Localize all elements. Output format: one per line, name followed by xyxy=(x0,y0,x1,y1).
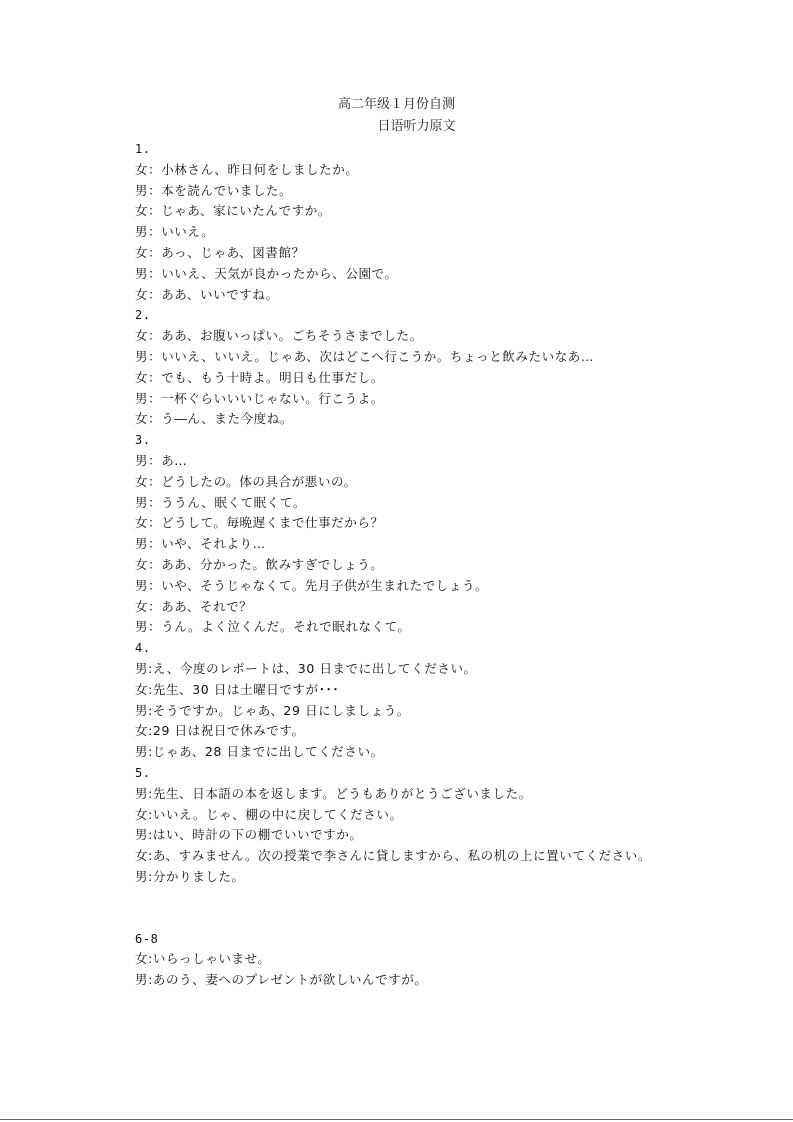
speaker-label: 女: xyxy=(135,681,153,697)
speaker-label: 男： xyxy=(135,577,162,593)
dialogue-text: うん。よく泣くんだ。それで眠れなくて。 xyxy=(161,619,411,635)
dialogue-text: 分かりました。 xyxy=(152,868,245,884)
dialogue-line xyxy=(135,368,755,389)
speaker-label: 女： xyxy=(135,473,162,489)
dialogue-text: そうですか。じゃあ、29 日にしましょう。 xyxy=(152,702,410,718)
speaker-label: 女： xyxy=(135,203,162,219)
dialogue-line xyxy=(135,389,755,410)
dialogue-text: はい、時計の下の棚でいいですか。 xyxy=(152,827,363,843)
dialogue-text: 小林さん、昨日何をしましたか。 xyxy=(161,161,359,177)
dialogue-line xyxy=(135,867,755,888)
dialogue-line xyxy=(135,680,755,701)
speaker-label: 男： xyxy=(135,536,162,552)
dialogue-line xyxy=(135,493,755,514)
dialogue-line xyxy=(135,784,755,805)
dialogue-text: 29 日は祝日で休みです。 xyxy=(152,723,305,739)
dialogue-line xyxy=(135,409,755,430)
dialogue-text: いや、それより… xyxy=(161,536,266,552)
dialogue-text: あ… xyxy=(161,452,188,468)
section-number: 6-8 xyxy=(135,931,159,946)
section-number: 3. xyxy=(135,433,151,448)
speaker-label: 男： xyxy=(135,348,162,364)
dialogue-text: あっ、じゃあ、図書館？ xyxy=(161,244,305,260)
speaker-label: 男： xyxy=(135,619,162,635)
dialogue-line xyxy=(135,949,755,970)
dialogue-line xyxy=(135,970,755,991)
speaker-label: 男: xyxy=(135,660,153,676)
dialogue-text: ああ、お腹いっぱい。ごちそうさまでした。 xyxy=(161,328,423,344)
section-number: 1. xyxy=(135,142,151,156)
dialogue-line xyxy=(135,243,755,264)
dialogue-text: ううん、眠くて眠くて。 xyxy=(161,494,306,510)
speaker-label: 女： xyxy=(135,286,162,302)
dialogue-text: どうして。毎晩遅くまで仕事だから？ xyxy=(161,515,384,531)
speaker-label: 男: xyxy=(135,972,153,988)
speaker-label: 男: xyxy=(135,744,153,760)
dialogue-line xyxy=(135,160,755,181)
dialogue-line xyxy=(135,285,755,306)
section-number: 2. xyxy=(135,308,151,323)
speaker-label: 女: xyxy=(135,951,153,967)
dialogue-line xyxy=(135,825,755,846)
dialogue-text: あ、すみません。次の授業で李さんに貸しますから、私の机の上に置いてください。 xyxy=(152,848,651,864)
speaker-label: 女： xyxy=(135,328,162,344)
dialogue-line xyxy=(135,597,755,618)
transcript-body xyxy=(135,139,755,991)
dialogue-text: ああ、分かった。飲みすぎでしょう。 xyxy=(161,556,384,572)
speaker-label: 女: xyxy=(135,848,153,864)
dialogue-text: いいえ。 xyxy=(161,224,215,240)
speaker-label: 女： xyxy=(135,556,162,572)
dialogue-line xyxy=(135,555,755,576)
speaker-label: 女: xyxy=(135,723,153,739)
dialogue-line xyxy=(135,534,755,555)
speaker-label: 女: xyxy=(135,806,153,822)
dialogue-text: あのう、妻へのプレゼントが欲しいんですが。 xyxy=(152,972,428,988)
page-bottom-rule xyxy=(0,1119,793,1120)
dialogue-text: いいえ、天気が良かったから、公園で。 xyxy=(161,265,398,281)
dialogue-text: う―ん、また今度ね。 xyxy=(161,411,293,427)
dialogue-line xyxy=(135,222,755,243)
dialogue-line xyxy=(135,659,755,680)
speaker-label: 男： xyxy=(135,182,162,198)
speaker-label: 男： xyxy=(135,390,162,406)
dialogue-text: いいえ。じゃ、棚の中に戻してください。 xyxy=(152,806,403,822)
dialogue-line xyxy=(135,472,755,493)
dialogue-line xyxy=(135,805,755,826)
dialogue-line xyxy=(135,201,755,222)
dialogue-text: 先生、日本語の本を返します。どうもありがとうございました。 xyxy=(152,785,532,801)
dialogue-text: 一杯ぐらいいいじゃない。行こうよ。 xyxy=(161,390,384,406)
dialogue-text: じゃあ、家にいたんですか。 xyxy=(161,203,332,219)
speaker-label: 女： xyxy=(135,244,162,260)
dialogue-text: ああ、いいですね。 xyxy=(161,286,279,302)
dialogue-text: 本を読んでいました。 xyxy=(161,182,293,198)
dialogue-line xyxy=(135,617,755,638)
document-subtitle: 日语听力原文 xyxy=(377,119,456,134)
speaker-label: 男： xyxy=(135,452,162,468)
dialogue-text: え、今度のレポートは、30 日までに出してください。 xyxy=(152,660,477,676)
dialogue-text: いらっしゃいませ。 xyxy=(152,951,271,967)
dialogue-line xyxy=(135,576,755,597)
dialogue-line xyxy=(135,347,755,368)
document-title: 高二年级１月份自测 xyxy=(337,97,455,112)
dialogue-line xyxy=(135,701,755,722)
speaker-label: 女： xyxy=(135,369,162,385)
dialogue-text: ああ、それで？ xyxy=(161,598,253,614)
speaker-label: 男： xyxy=(135,265,162,281)
dialogue-line xyxy=(135,451,755,472)
section-gap xyxy=(135,888,755,929)
dialogue-line xyxy=(135,264,755,285)
dialogue-line xyxy=(135,846,755,867)
dialogue-text: でも、もう十時よ。明日も仕事だし。 xyxy=(161,369,384,385)
speaker-label: 男: xyxy=(135,868,153,884)
section-number: 5. xyxy=(135,765,151,780)
dialogue-text: 先生、30 日は土曜日ですが･･･ xyxy=(152,681,340,697)
dialogue-text: いいえ、いいえ。じゃあ、次はどこへ行こうか。ちょっと飲みたいなあ… xyxy=(161,348,595,364)
speaker-label: 男: xyxy=(135,827,153,843)
speaker-label: 男： xyxy=(135,494,162,510)
dialogue-line xyxy=(135,513,755,534)
section-number: 4. xyxy=(135,641,151,656)
speaker-label: 女： xyxy=(135,161,162,177)
speaker-label: 男: xyxy=(135,702,153,718)
speaker-label: 男: xyxy=(135,785,153,801)
dialogue-line xyxy=(135,721,755,742)
dialogue-line xyxy=(135,181,755,202)
speaker-label: 女： xyxy=(135,411,162,427)
speaker-label: 男： xyxy=(135,224,162,240)
dialogue-line xyxy=(135,742,755,763)
dialogue-line xyxy=(135,326,755,347)
dialogue-text: じゃあ、28 日までに出してください。 xyxy=(152,744,384,760)
dialogue-text: いや、そうじゃなくて。先月子供が生まれたでしょう。 xyxy=(161,577,489,593)
speaker-label: 女： xyxy=(135,515,162,531)
dialogue-text: どうしたの。体の具合が悪いの。 xyxy=(161,473,357,489)
speaker-label: 女： xyxy=(135,598,162,614)
